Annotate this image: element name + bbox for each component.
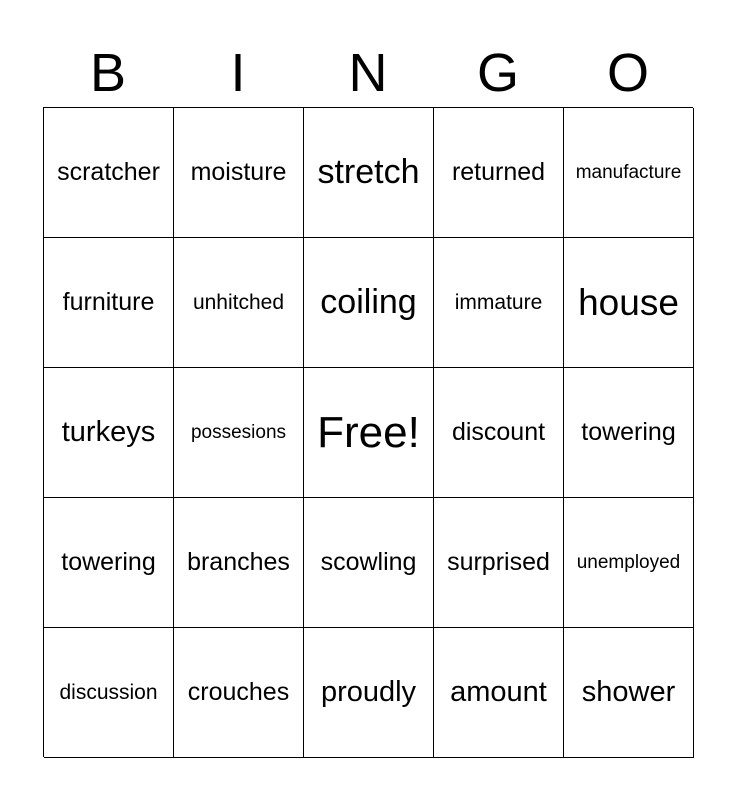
bingo-cell[interactable]: unhitched — [174, 238, 304, 368]
bingo-board — [43, 107, 693, 757]
header-letter-o: O — [606, 43, 649, 103]
bingo-cell[interactable]: towering — [564, 368, 694, 498]
bingo-cell[interactable]: furniture — [44, 238, 174, 368]
header-letter-i: I — [230, 43, 246, 103]
bingo-cell[interactable]: scratcher — [44, 108, 174, 238]
bingo-cell[interactable]: discussion — [44, 628, 174, 758]
bingo-cell[interactable]: proudly — [304, 628, 434, 758]
bingo-cell[interactable]: amount — [434, 628, 564, 758]
bingo-cell[interactable]: towering — [44, 498, 174, 628]
bingo-cell[interactable]: house — [564, 238, 694, 368]
bingo-cell[interactable]: stretch — [304, 108, 434, 238]
bingo-cell[interactable]: scowling — [304, 498, 434, 628]
bingo-cell[interactable]: shower — [564, 628, 694, 758]
bingo-cell[interactable]: crouches — [174, 628, 304, 758]
header-letter-b: B — [89, 43, 127, 103]
bingo-header — [43, 38, 693, 108]
free-space-cell[interactable]: Free! — [304, 368, 434, 498]
bingo-cell[interactable]: moisture — [174, 108, 304, 238]
bingo-cell[interactable]: unemployed — [564, 498, 694, 628]
bingo-cell[interactable]: immature — [434, 238, 564, 368]
bingo-cell[interactable]: branches — [174, 498, 304, 628]
header-letter-n: N — [348, 43, 388, 103]
bingo-cell[interactable]: discount — [434, 368, 564, 498]
header-letter-g: G — [476, 43, 519, 103]
bingo-cell[interactable]: turkeys — [44, 368, 174, 498]
bingo-cell[interactable]: surprised — [434, 498, 564, 628]
bingo-cell[interactable]: manufacture — [564, 108, 694, 238]
bingo-cell[interactable]: coiling — [304, 238, 434, 368]
bingo-cell[interactable]: returned — [434, 108, 564, 238]
bingo-cell[interactable]: possesions — [174, 368, 304, 498]
